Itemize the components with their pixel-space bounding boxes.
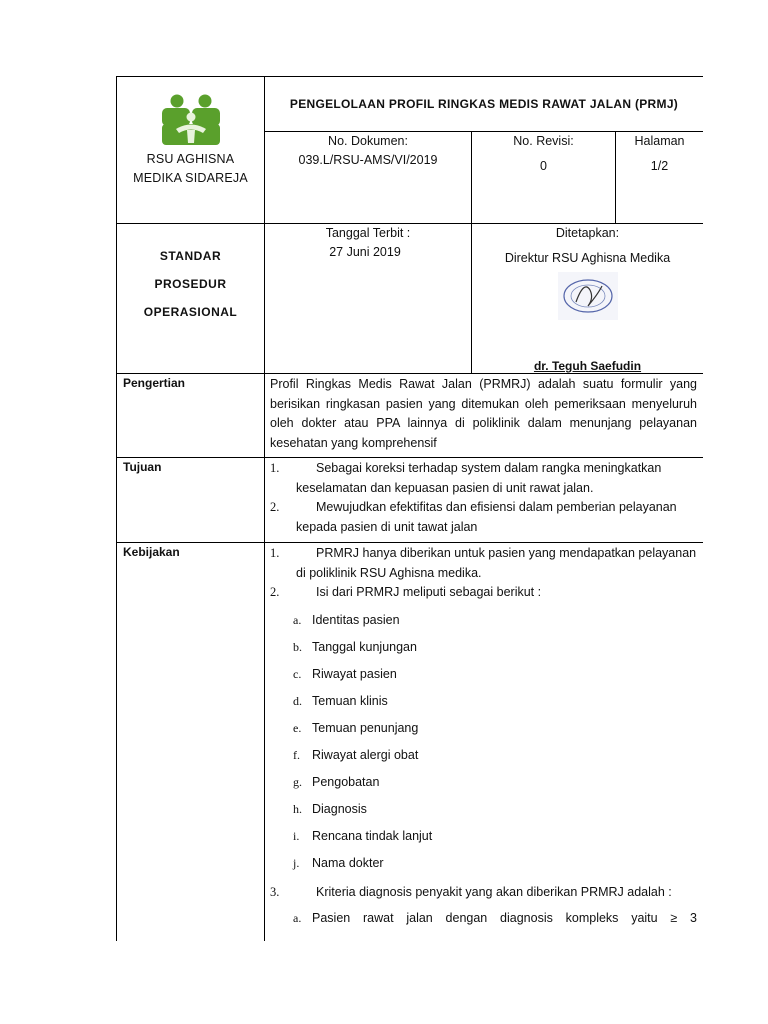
list-item [270, 607, 697, 634]
section-kebijakan [265, 543, 704, 942]
list-item-text: Pengobatan [312, 774, 380, 789]
hospital-logo-icon [117, 93, 264, 146]
kebijakan-item-text: Isi dari PRMRJ meliputi sebagai berikut : [316, 585, 542, 599]
list-item [270, 769, 697, 796]
sop-document [116, 76, 703, 941]
org-name-line1: RSU AGHISNA [146, 152, 235, 166]
sop-label-cell [117, 224, 265, 374]
issue-date-value: 27 Juni 2019 [329, 245, 401, 259]
kebijakan-item-number: 1. [270, 546, 280, 560]
list-item [270, 850, 697, 877]
tujuan-item-number: 1. [270, 461, 280, 475]
list-item-text: Temuan penunjang [312, 720, 419, 735]
tujuan-item [270, 498, 697, 537]
header-table [116, 76, 703, 374]
list-item-letter: f. [293, 747, 300, 762]
doc-number-value: 039.L/RSU-AMS/VI/2019 [298, 153, 438, 167]
list-item [270, 742, 697, 769]
list-item-letter: h. [293, 801, 302, 816]
kebijakan-item-text: Kriteria diagnosis penyakit yang akan diberikan PRMRJ adalah : [316, 884, 672, 899]
kebijakan-item-number: 2. [270, 585, 280, 599]
isi-prmrj-list [270, 607, 697, 877]
list-item-text: Nama dokter [312, 855, 384, 870]
list-item-letter: d. [293, 693, 302, 708]
criteria-item-letter: a. [293, 911, 302, 925]
list-item-text: Temuan klinis [312, 693, 388, 708]
list-item-letter: i. [293, 828, 300, 843]
list-item [270, 715, 697, 742]
list-item-letter: j. [293, 855, 300, 870]
kebijakan-item [270, 883, 697, 903]
section-label-tujuan: Tujuan [117, 458, 265, 543]
list-item-text: Identitas pasien [312, 612, 400, 627]
sop-line3: OPERASIONAL [143, 305, 238, 319]
tujuan-item-text: Sebagai koreksi terhadap system dalam rangka meningkatkan keselamatan dan kepuasan pasien di unit rawat jalan. [296, 461, 662, 495]
issue-date-cell [265, 224, 472, 374]
section-tujuan [265, 458, 704, 543]
list-item-text: Diagnosis [312, 801, 367, 816]
page-value: 1/2 [650, 159, 669, 173]
issue-date-label: Tanggal Terbit : [325, 226, 411, 240]
list-item-letter: c. [293, 666, 302, 681]
approval-cell [472, 224, 704, 374]
page-label: Halaman [634, 134, 685, 148]
criteria-item [270, 908, 697, 928]
list-item-letter: e. [293, 720, 302, 735]
list-item-text: Riwayat alergi obat [312, 747, 419, 762]
section-label-kebijakan: Kebijakan [117, 543, 265, 942]
page-cell [616, 132, 704, 224]
list-item-text: Rencana tindak lanjut [312, 828, 433, 843]
list-item [270, 823, 697, 850]
approver-title: Direktur RSU Aghisna Medika [504, 251, 671, 265]
doc-number-cell [265, 132, 472, 224]
kebijakan-item [270, 583, 697, 603]
revision-label: No. Revisi: [513, 134, 574, 148]
list-item [270, 661, 697, 688]
list-item-text: Tanggal kunjungan [312, 639, 417, 654]
list-item-letter: b. [293, 639, 302, 654]
list-item-letter: a. [293, 612, 302, 627]
tujuan-item-text: Mewujudkan efektifitas dan efisiensi dalam pemberian pelayanan kepada pasien di unit tawat jalan [296, 500, 677, 534]
criteria-item-text: Pasien rawat jalan dengan diagnosis kompleks yaitu ≥ 3 [312, 911, 697, 925]
section-label-pengertian: Pengertian [117, 374, 265, 458]
sop-line2: PROSEDUR [154, 277, 227, 291]
kebijakan-item [270, 544, 697, 583]
list-item [270, 634, 697, 661]
tujuan-item-number: 2. [270, 500, 280, 514]
doc-number-label: No. Dokumen: [328, 134, 408, 148]
org-name-line2: MEDIKA SIDAREJA [133, 171, 248, 185]
signer-name: dr. Teguh Saefudin [533, 359, 642, 373]
section-pengertian [265, 374, 704, 458]
sop-line1: STANDAR [159, 249, 222, 263]
list-item-letter: g. [293, 774, 302, 789]
signature-stamp-icon [558, 272, 618, 320]
tujuan-item [270, 459, 697, 498]
list-item-text: Riwayat pasien [312, 666, 397, 681]
pengertian-text: Profil Ringkas Medis Rawat Jalan (PRMRJ) adalah suatu formulir yang berisikan ringkasan pasien yang ditemukan oleh pemeriksaan menyeluruh oleh dokter atau PPA lainnya di poliklinik dalam menunjang pelayanan kesehatan yang komprehensif [270, 377, 697, 450]
logo-cell [117, 77, 265, 224]
organization-name [117, 150, 264, 188]
revision-cell [472, 132, 616, 224]
kebijakan-item-number: 3. [270, 884, 280, 899]
document-title: PENGELOLAAN PROFIL RINGKAS MEDIS RAWAT JALAN (PRMJ) [265, 77, 704, 132]
list-item [270, 796, 697, 823]
approval-label: Ditetapkan: [555, 226, 620, 240]
revision-value: 0 [540, 159, 547, 173]
kebijakan-item-text: PRMRJ hanya diberikan untuk pasien yang mendapatkan pelayanan di poliklinik RSU Aghisna medika. [296, 546, 697, 580]
content-table [116, 373, 703, 941]
list-item [270, 688, 697, 715]
